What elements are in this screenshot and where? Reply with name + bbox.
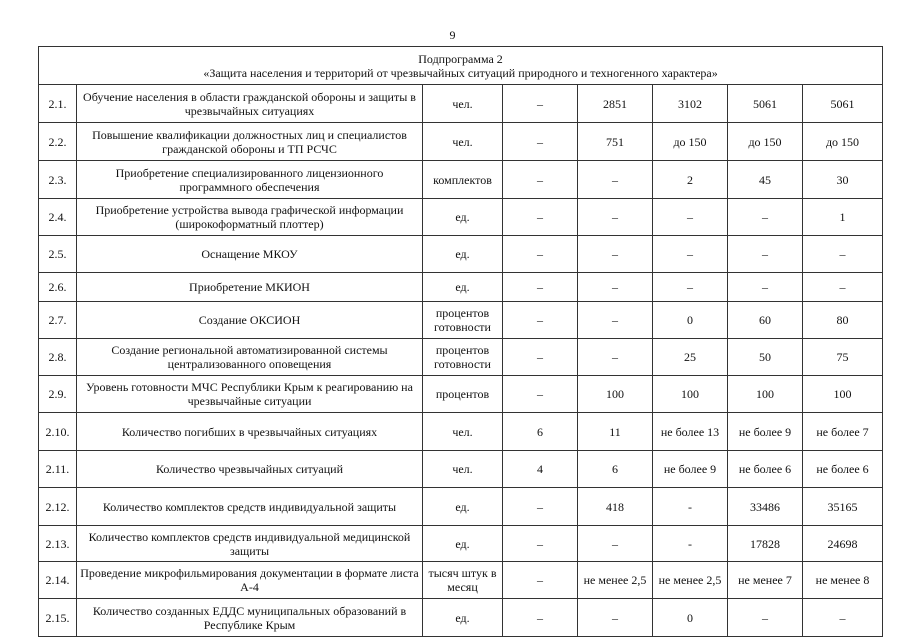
- unit-of-measure: процентов готовности: [423, 339, 503, 376]
- value-col-3: не более 13: [653, 413, 728, 451]
- indicator-name: Проведение микрофильмирования документации в формате листа А-4: [77, 562, 423, 599]
- indicator-name: Оснащение МКОУ: [77, 236, 423, 273]
- value-col-2: 6: [578, 451, 653, 488]
- row-number: 2.11.: [39, 451, 77, 488]
- value-col-3: 25: [653, 339, 728, 376]
- value-col-2: –: [578, 236, 653, 273]
- indicator-name: Обучение населения в области гражданской обороны и защиты в чрезвычайных ситуациях: [77, 85, 423, 123]
- row-number: 2.15.: [39, 599, 77, 637]
- row-number: 2.9.: [39, 376, 77, 413]
- value-col-4: –: [728, 199, 803, 236]
- table-row: [39, 273, 883, 302]
- indicator-name: Приобретение устройства вывода графической информации (широкоформатный плоттер): [77, 199, 423, 236]
- value-col-3: 2: [653, 161, 728, 199]
- table-row: [39, 413, 883, 451]
- value-col-2: не менее 2,5: [578, 562, 653, 599]
- value-col-4: 17828: [728, 526, 803, 562]
- unit-of-measure: ед.: [423, 488, 503, 526]
- indicator-name: Создание ОКСИОН: [77, 302, 423, 339]
- indicator-name: Приобретение специализированного лицензионного программного обеспечения: [77, 161, 423, 199]
- value-col-1: 6: [503, 413, 578, 451]
- value-col-1: –: [503, 199, 578, 236]
- indicator-name: Приобретение МКИОН: [77, 273, 423, 302]
- value-col-1: –: [503, 339, 578, 376]
- table-row: [39, 199, 883, 236]
- table-row: [39, 236, 883, 273]
- value-col-5: –: [803, 273, 883, 302]
- table-row: [39, 562, 883, 599]
- indicator-name: Количество погибших в чрезвычайных ситуациях: [77, 413, 423, 451]
- indicators-table: [38, 46, 883, 637]
- value-col-2: –: [578, 273, 653, 302]
- value-col-2: –: [578, 526, 653, 562]
- value-col-5: –: [803, 236, 883, 273]
- value-col-1: –: [503, 85, 578, 123]
- unit-of-measure: процентов: [423, 376, 503, 413]
- value-col-1: –: [503, 526, 578, 562]
- value-col-2: 11: [578, 413, 653, 451]
- row-number: 2.7.: [39, 302, 77, 339]
- row-number: 2.4.: [39, 199, 77, 236]
- value-col-3: -: [653, 526, 728, 562]
- value-col-1: –: [503, 273, 578, 302]
- value-col-3: не более 9: [653, 451, 728, 488]
- subprogram-subtitle: «Защита населения и территорий от чрезвычайных ситуаций природного и техногенного характера»: [203, 65, 718, 80]
- unit-of-measure: ед.: [423, 236, 503, 273]
- value-col-4: 60: [728, 302, 803, 339]
- value-col-3: 0: [653, 599, 728, 637]
- value-col-2: 2851: [578, 85, 653, 123]
- value-col-4: 45: [728, 161, 803, 199]
- value-col-1: 4: [503, 451, 578, 488]
- value-col-4: не более 6: [728, 451, 803, 488]
- value-col-2: –: [578, 339, 653, 376]
- table-row: [39, 161, 883, 199]
- value-col-1: –: [503, 376, 578, 413]
- value-col-3: до 150: [653, 123, 728, 161]
- value-col-5: 100: [803, 376, 883, 413]
- value-col-1: –: [503, 599, 578, 637]
- value-col-2: –: [578, 199, 653, 236]
- table-row: [39, 376, 883, 413]
- value-col-1: –: [503, 123, 578, 161]
- unit-of-measure: чел.: [423, 123, 503, 161]
- value-col-4: 50: [728, 339, 803, 376]
- row-number: 2.13.: [39, 526, 77, 562]
- value-col-5: –: [803, 599, 883, 637]
- row-number: 2.6.: [39, 273, 77, 302]
- value-col-4: не менее 7: [728, 562, 803, 599]
- unit-of-measure: процентов готовности: [423, 302, 503, 339]
- indicator-name: Создание региональной автоматизированной системы централизованного оповещения: [77, 339, 423, 376]
- row-number: 2.2.: [39, 123, 77, 161]
- subprogram-title: Подпрограмма 2: [418, 51, 503, 66]
- value-col-1: –: [503, 161, 578, 199]
- value-col-3: 3102: [653, 85, 728, 123]
- value-col-1: –: [503, 562, 578, 599]
- unit-of-measure: чел.: [423, 85, 503, 123]
- value-col-4: –: [728, 273, 803, 302]
- value-col-5: 80: [803, 302, 883, 339]
- indicator-name: Количество созданных ЕДДС муниципальных образований в Республике Крым: [77, 599, 423, 637]
- value-col-3: 100: [653, 376, 728, 413]
- unit-of-measure: тысяч штук в месяц: [423, 562, 503, 599]
- value-col-5: 5061: [803, 85, 883, 123]
- value-col-5: 75: [803, 339, 883, 376]
- value-col-3: 0: [653, 302, 728, 339]
- value-col-4: не более 9: [728, 413, 803, 451]
- value-col-5: не более 6: [803, 451, 883, 488]
- indicator-name: Количество комплектов средств индивидуальной защиты: [77, 488, 423, 526]
- value-col-4: до 150: [728, 123, 803, 161]
- unit-of-measure: ед.: [423, 526, 503, 562]
- value-col-4: 33486: [728, 488, 803, 526]
- value-col-3: –: [653, 236, 728, 273]
- table-row: [39, 488, 883, 526]
- value-col-5: не более 7: [803, 413, 883, 451]
- subprogram-header-row: [39, 47, 883, 85]
- subprogram-header: [39, 47, 883, 85]
- table-row: [39, 526, 883, 562]
- table-row: [39, 123, 883, 161]
- indicator-name: Количество комплектов средств индивидуальной медицинской защиты: [77, 526, 423, 562]
- value-col-4: –: [728, 599, 803, 637]
- value-col-5: до 150: [803, 123, 883, 161]
- value-col-1: –: [503, 236, 578, 273]
- table-row: [39, 85, 883, 123]
- unit-of-measure: комплектов: [423, 161, 503, 199]
- unit-of-measure: ед.: [423, 599, 503, 637]
- value-col-4: 5061: [728, 85, 803, 123]
- value-col-4: –: [728, 236, 803, 273]
- indicator-name: Количество чрезвычайных ситуаций: [77, 451, 423, 488]
- value-col-5: 30: [803, 161, 883, 199]
- row-number: 2.5.: [39, 236, 77, 273]
- indicator-name: Уровень готовности МЧС Республики Крым к реагированию на чрезвычайные ситуации: [77, 376, 423, 413]
- value-col-5: 35165: [803, 488, 883, 526]
- unit-of-measure: ед.: [423, 199, 503, 236]
- table-row: [39, 339, 883, 376]
- value-col-2: 418: [578, 488, 653, 526]
- row-number: 2.1.: [39, 85, 77, 123]
- value-col-4: 100: [728, 376, 803, 413]
- value-col-5: не менее 8: [803, 562, 883, 599]
- unit-of-measure: ед.: [423, 273, 503, 302]
- table-row: [39, 599, 883, 637]
- row-number: 2.3.: [39, 161, 77, 199]
- value-col-1: –: [503, 302, 578, 339]
- value-col-1: –: [503, 488, 578, 526]
- value-col-2: 100: [578, 376, 653, 413]
- row-number: 2.10.: [39, 413, 77, 451]
- unit-of-measure: чел.: [423, 413, 503, 451]
- page-number: 9: [449, 28, 456, 42]
- table-row: [39, 451, 883, 488]
- value-col-2: –: [578, 161, 653, 199]
- value-col-3: –: [653, 199, 728, 236]
- value-col-5: 1: [803, 199, 883, 236]
- value-col-2: 751: [578, 123, 653, 161]
- row-number: 2.14.: [39, 562, 77, 599]
- value-col-3: –: [653, 273, 728, 302]
- row-number: 2.12.: [39, 488, 77, 526]
- unit-of-measure: чел.: [423, 451, 503, 488]
- value-col-3: не менее 2,5: [653, 562, 728, 599]
- value-col-5: 24698: [803, 526, 883, 562]
- row-number: 2.8.: [39, 339, 77, 376]
- indicator-name: Повышение квалификации должностных лиц и специалистов гражданской обороны и ТП РСЧС: [77, 123, 423, 161]
- table-row: [39, 302, 883, 339]
- value-col-3: -: [653, 488, 728, 526]
- value-col-2: –: [578, 302, 653, 339]
- value-col-2: –: [578, 599, 653, 637]
